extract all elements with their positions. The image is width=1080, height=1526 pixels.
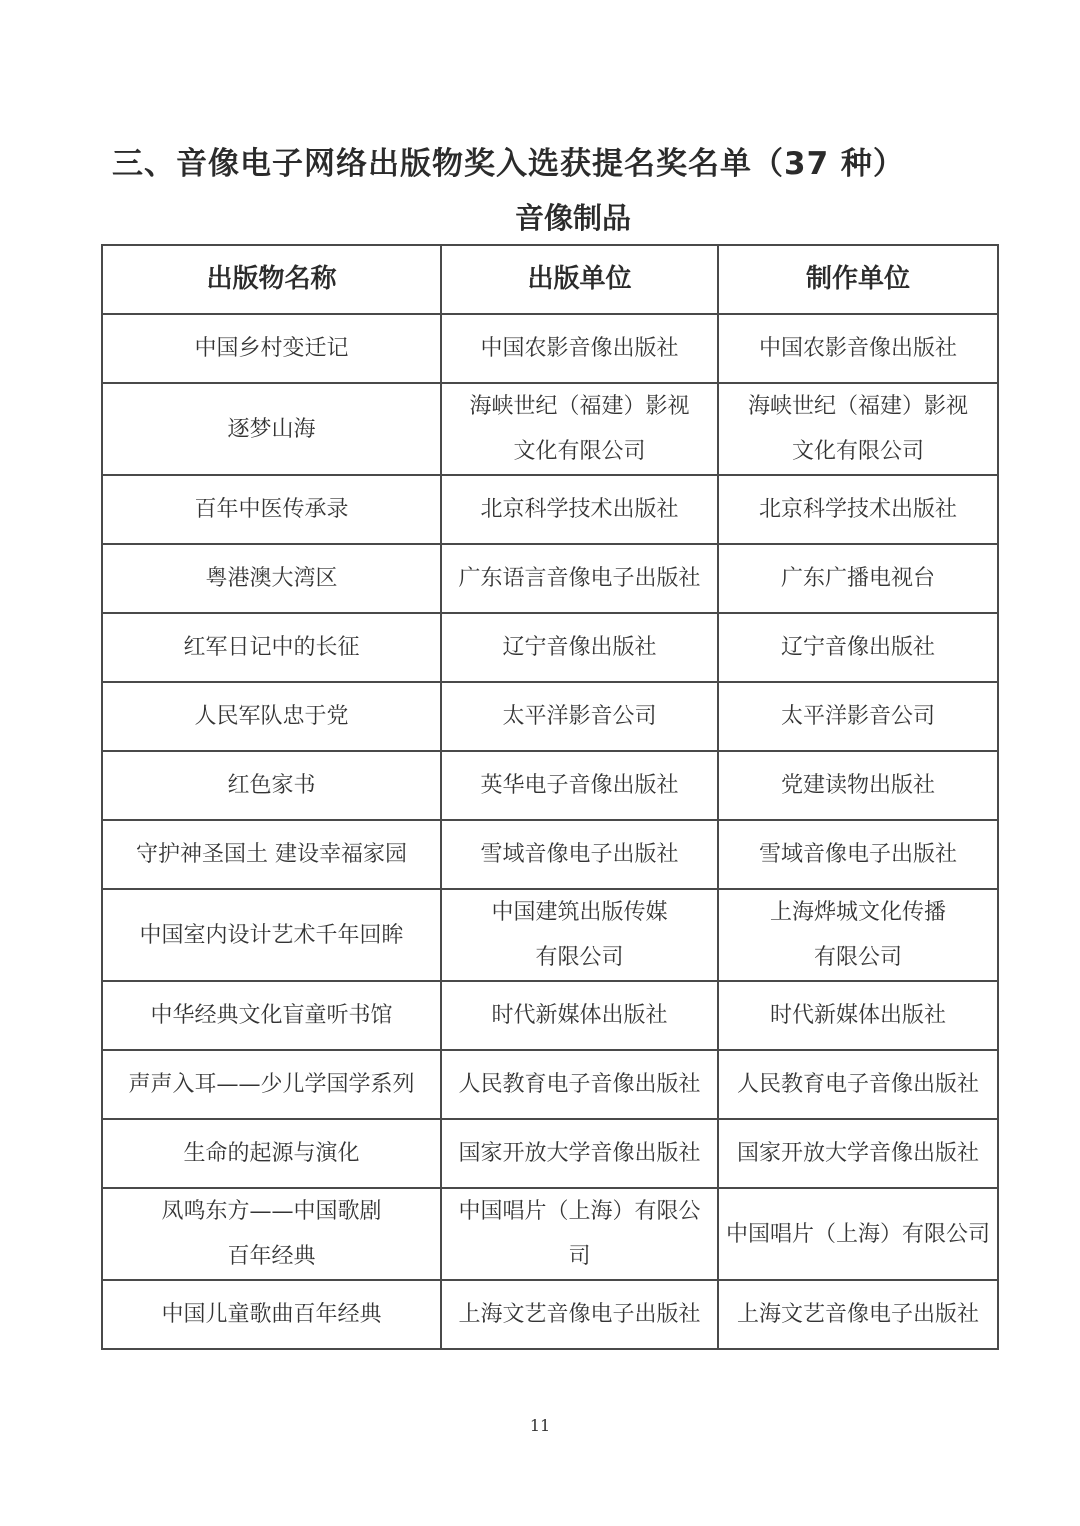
cell-publication-name <box>102 613 441 682</box>
cell-publisher <box>441 1050 718 1119</box>
cell-producer <box>718 613 998 682</box>
cell-text-line: 人民军队忠于党 <box>194 704 349 729</box>
cell-publication-name <box>102 889 441 981</box>
cell-publisher <box>441 475 718 544</box>
cell-publication-name <box>102 1188 441 1280</box>
cell-publisher <box>441 383 718 475</box>
cell-text-line: 文化有限公司 <box>513 439 646 464</box>
cell-text-line: 太平洋影音公司 <box>780 704 935 729</box>
cell-text-line: 辽宁音像出版社 <box>780 635 935 660</box>
cell-producer <box>718 475 998 544</box>
nominee-table <box>101 244 999 1350</box>
cell-text-line: 粤港澳大湾区 <box>205 566 338 591</box>
cell-text-line: 广东广播电视台 <box>780 566 935 591</box>
cell-publisher <box>441 1119 718 1188</box>
cell-text-line: 雪域音像电子出版社 <box>758 842 957 867</box>
cell-publication-name <box>102 1119 441 1188</box>
table-row <box>102 820 998 889</box>
cell-publisher <box>441 1188 718 1280</box>
cell-publisher <box>441 613 718 682</box>
cell-text-line: 国家开放大学音像出版社 <box>736 1141 979 1166</box>
table-row <box>102 475 998 544</box>
cell-text-line: 海峡世纪（福建）影视 <box>469 394 690 419</box>
header-publication-name: 出版物名称 <box>102 245 441 314</box>
cell-publisher <box>441 820 718 889</box>
cell-publication-name <box>102 682 441 751</box>
header-producer: 制作单位 <box>718 245 998 314</box>
cell-text-line: 广东语言音像电子出版社 <box>458 566 701 591</box>
cell-text-line: 守护神圣国土 建设幸福家园 <box>136 842 407 867</box>
cell-publication-name <box>102 1280 441 1349</box>
cell-text-line: 文化有限公司 <box>791 439 924 464</box>
cell-publisher <box>441 1280 718 1349</box>
cell-text-line: 红军日记中的长征 <box>183 635 360 660</box>
cell-text-line: 声声入耳——少儿学国学系列 <box>128 1072 415 1097</box>
cell-text-line: 凤鸣东方——中国歌剧 <box>161 1199 382 1224</box>
cell-producer <box>718 383 998 475</box>
cell-text-line: 英华电子音像出版社 <box>480 773 679 798</box>
cell-producer <box>718 314 998 383</box>
cell-producer <box>718 1188 998 1280</box>
cell-text-line: 中国农影音像出版社 <box>480 336 679 361</box>
cell-text-line: 中国农影音像出版社 <box>758 336 957 361</box>
table-row <box>102 613 998 682</box>
cell-publication-name <box>102 820 441 889</box>
cell-producer <box>718 1280 998 1349</box>
cell-publisher <box>441 751 718 820</box>
table-row <box>102 751 998 820</box>
cell-publisher <box>441 682 718 751</box>
cell-text-line: 上海文艺音像电子出版社 <box>736 1302 979 1327</box>
subsection-title: 音像制品 <box>514 201 631 235</box>
cell-producer <box>718 1119 998 1188</box>
cell-text-line: 党建读物出版社 <box>780 773 935 798</box>
cell-producer <box>718 1050 998 1119</box>
table-header-row <box>102 245 998 314</box>
table-row <box>102 1119 998 1188</box>
cell-publication-name <box>102 1050 441 1119</box>
header-publisher: 出版单位 <box>441 245 718 314</box>
cell-text-line: 北京科学技术出版社 <box>480 497 679 522</box>
cell-text-line: 中华经典文化盲童听书馆 <box>150 1003 393 1028</box>
cell-text-line: 有限公司 <box>535 945 624 970</box>
cell-text-line: 太平洋影音公司 <box>502 704 657 729</box>
cell-text-line: 北京科学技术出版社 <box>758 497 957 522</box>
cell-text-line: 中国儿童歌曲百年经典 <box>161 1302 382 1327</box>
cell-producer <box>718 682 998 751</box>
cell-producer <box>718 981 998 1050</box>
cell-producer <box>718 544 998 613</box>
cell-publisher <box>441 314 718 383</box>
cell-text-line: 时代新媒体出版社 <box>769 1003 946 1028</box>
cell-text-line: 逐梦山海 <box>227 416 316 442</box>
cell-text-line: 有限公司 <box>813 945 902 970</box>
cell-text-line: 中国乡村变迁记 <box>194 336 349 361</box>
cell-publication-name <box>102 981 441 1050</box>
table-row <box>102 544 998 613</box>
cell-publisher <box>441 889 718 981</box>
cell-text-line: 中国建筑出版传媒 <box>491 900 668 925</box>
cell-producer <box>718 751 998 820</box>
cell-text-line: 辽宁音像出版社 <box>502 635 657 660</box>
cell-text-line: 百年中医传承录 <box>194 497 349 522</box>
cell-publication-name <box>102 475 441 544</box>
cell-publication-name <box>102 314 441 383</box>
table-row <box>102 889 998 981</box>
cell-text-line: 人民教育电子音像出版社 <box>736 1072 979 1097</box>
table-row <box>102 314 998 383</box>
cell-producer <box>718 889 998 981</box>
cell-text-line: 红色家书 <box>227 773 316 798</box>
table-row <box>102 1050 998 1119</box>
cell-text-line: 中国唱片（上海）有限公司 <box>725 1221 990 1247</box>
section-title: 三、音像电子网络出版物奖入选获提名奖名单（37 种） <box>112 146 905 182</box>
table-row <box>102 682 998 751</box>
cell-publisher <box>441 544 718 613</box>
cell-text-line: 上海烨城文化传播 <box>769 900 946 925</box>
table-body <box>102 314 998 1349</box>
cell-text-line: 生命的起源与演化 <box>183 1141 360 1166</box>
cell-text-line: 海峡世纪（福建）影视 <box>747 394 968 419</box>
table-row <box>102 1188 998 1280</box>
cell-producer <box>718 820 998 889</box>
cell-publication-name <box>102 544 441 613</box>
cell-text-line: 雪域音像电子出版社 <box>480 842 679 867</box>
cell-text-line: 人民教育电子音像出版社 <box>458 1072 701 1097</box>
table-row <box>102 1280 998 1349</box>
cell-text-line: 中国唱片（上海）有限公司 <box>458 1199 701 1269</box>
cell-publication-name <box>102 751 441 820</box>
cell-text-line: 百年经典 <box>227 1244 316 1269</box>
table-row <box>102 383 998 475</box>
table-row <box>102 981 998 1050</box>
cell-publisher <box>441 981 718 1050</box>
cell-text-line: 上海文艺音像电子出版社 <box>458 1302 701 1327</box>
cell-text-line: 国家开放大学音像出版社 <box>458 1141 701 1166</box>
cell-publication-name <box>102 383 441 475</box>
cell-text-line: 中国室内设计艺术千年回眸 <box>139 922 404 948</box>
cell-text-line: 时代新媒体出版社 <box>491 1003 668 1028</box>
page-number: 11 <box>529 1416 551 1435</box>
